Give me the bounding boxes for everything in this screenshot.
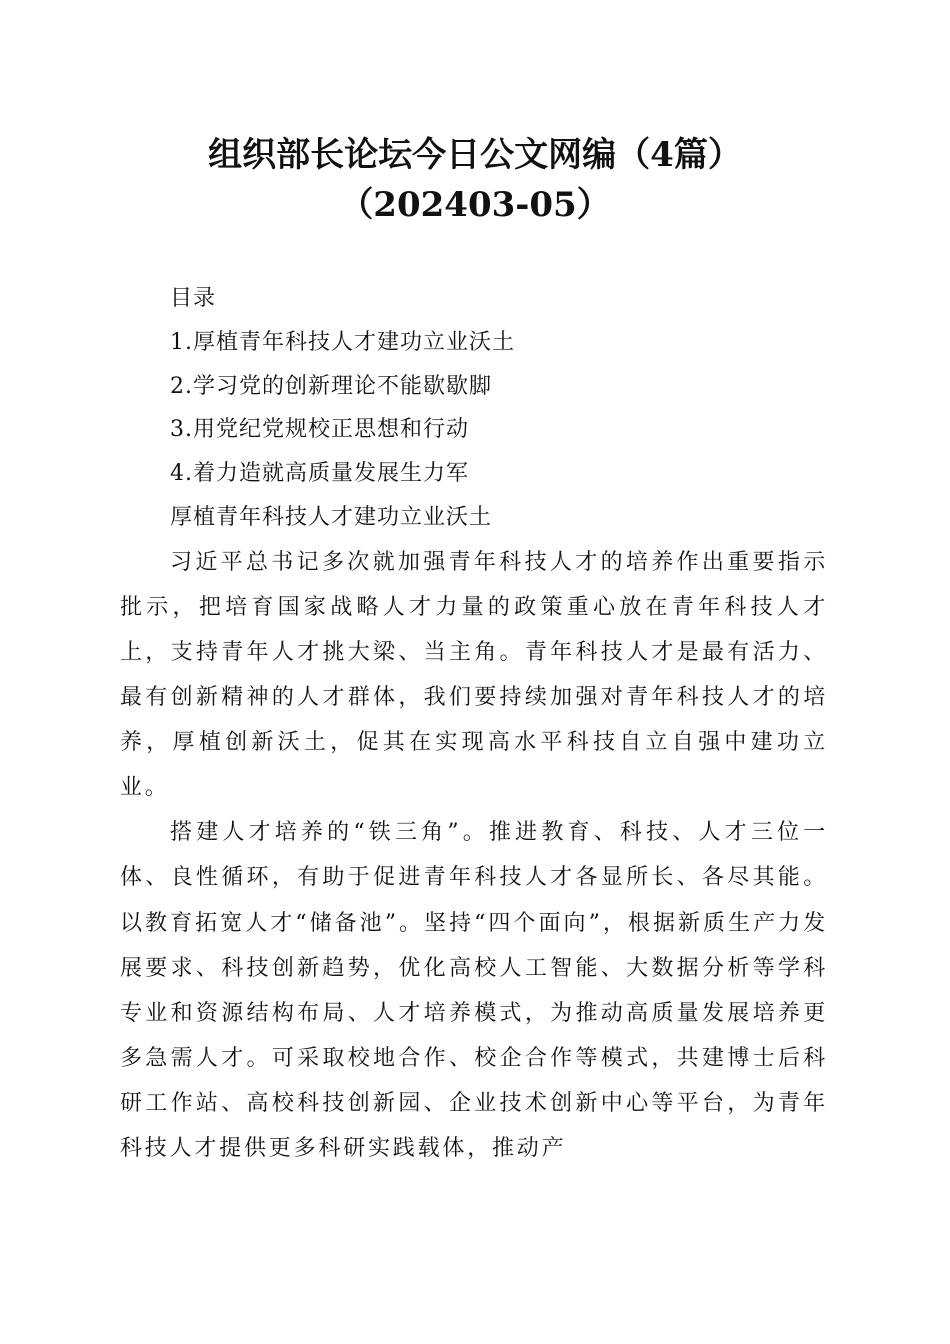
document-title (0, 130, 950, 230)
toc-item-4: 4.着力造就高质量发展生力军 (170, 461, 469, 487)
paragraph-2: 搭建人才培养的“铁三角”。推进教育、科技、人才三位一体、良性循环，有助于促进青年科技人才各显所长、各尽其能。以教育拓宽人才“储备池”。坚持“四个面向”，根据新质生产力发展要求、科技创新趋势，优化高校人工智能、大数据分析等学科专业和资源结构布局、人才培养模式，为推动高质量发展培养更多急需人才。可采取校地合作、校企合作等模式，共建博士后科研工作站、高校科技创新园、企业技术创新中心等平台，为青年科技人才提供更多科研实践载体，推动产 (120, 820, 828, 1161)
article-title: 厚植青年科技人才建功立业沃土 (170, 504, 493, 530)
title-date: （202403-05） (339, 185, 611, 225)
title-main: 组织部长论坛今日公文网编（4篇） (208, 135, 742, 175)
toc-heading: 目录 (170, 286, 217, 311)
document-body (120, 277, 828, 1171)
toc-item-1: 1.厚植青年科技人才建功立业沃土 (170, 329, 515, 355)
toc-item-2: 2.学习党的创新理论不能歇歇脚 (170, 373, 492, 399)
paragraph-1: 习近平总书记多次就加强青年科技人才的培养作出重要指示批示，把培育国家战略人才力量的政策重心放在青年科技人才上，支持青年人才挑大梁、当主角。青年科技人才是最有活力、最有创新精神的人才群体，我们要持续加强对青年科技人才的培养，厚植创新沃土，促其在实现高水平科技自立自强中建功立业。 (120, 549, 828, 801)
toc-item-3: 3.用党纪党规校正思想和行动 (170, 417, 469, 443)
